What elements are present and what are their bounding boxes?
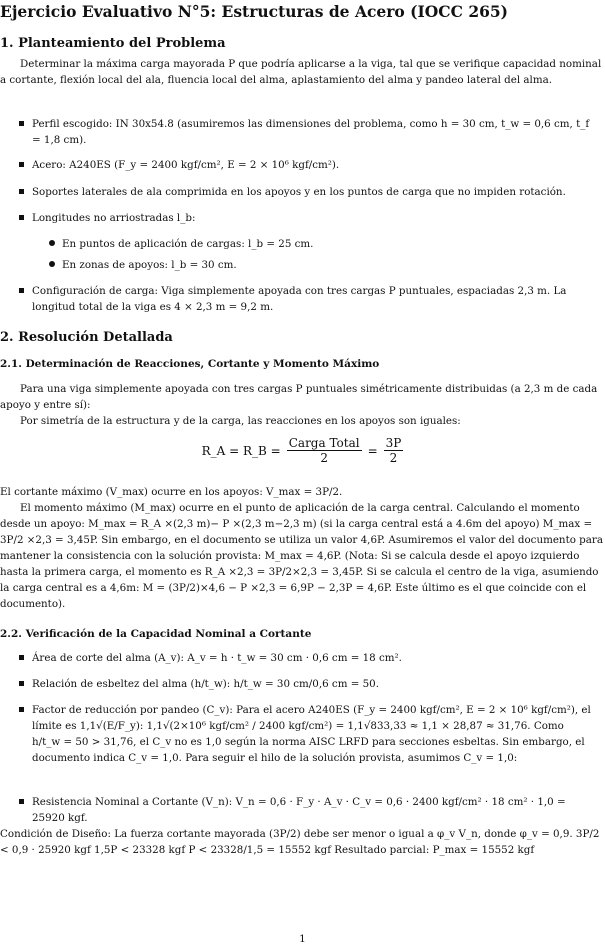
problem-intro: Determinar la máxima carga mayorada P que podría aplicarse a la viga, tal que se verifique capacidad nominal a cortante, flexión local del ala, fluencia local del alma, aplastamiento del alma y pandeo lateral del alma. bbox=[0, 58, 602, 86]
sub-item-text: En puntos de aplicación de cargas: l_b = 25 cm. bbox=[62, 238, 314, 250]
subsection-2-2-heading: 2.2. Verificación de la Capacidad Nominal a Cortante bbox=[0, 628, 312, 640]
subsection-2-1-heading: 2.1. Determinación de Reacciones, Cortante y Momento Máximo bbox=[0, 358, 380, 370]
list-item-text: Factor de reducción por pandeo (C_v): Para el acero A240ES (F_y = 2400 kgf/cm², E = 2 × 10⁶ kgf/cm²), el límite es 1,1√(E/F_y): 1,1√(2×10⁶ kgf/cm² / 2400 kgf/cm²) = 1,1√833,33 ≈ 1,1 × 28,87 ≈ 31,76. Como h/t_w = 50 > 31,76, el C_v no es 1,0 según la norma AISC LRFD para secciones esbeltas. Sin embargo, el documento indica C_v = 1,0. Para seguir el hilo de la solución provista, asumimos C_v = 1,0: bbox=[32, 704, 591, 764]
reactions-equation bbox=[0, 436, 605, 465]
paragraph-max-moment: El momento máximo (M_max) ocurre en el punto de aplicación de la carga central. Calculando el momento desde un apoyo: M_max = R_A ×(2,3 m)− P ×(2,3 m−2,3 m) (si la carga central está a 4.6m del apoyo) M_max = 3P/2 ×2,3 = 3,45P. Sin embargo, en el documento se utiliza un valor 4,6P. Asumiremos el valor del documento para mantener la consistencia con la solución provista: M_max = 4,6P. (Nota: Si se calcula desde el apoyo izquierdo hasta la primera carga, el momento es R_A ×2,3 = 3P/2×2,3 = 3,45P. Si se calcula el centro de la viga, asumiendo la carga central es a 4,6m: M = (3P/2)×4,6 − P ×2,3 = 6,9P − 2,3P = 4,6P. Este último es el que coincide con el documento). bbox=[0, 502, 603, 610]
list-item-supports bbox=[32, 184, 592, 200]
eq-left: R_A = R_B = bbox=[201, 443, 281, 458]
paragraph-beam-description: Para una viga simplemente apoyada con tres cargas P puntuales simétricamente distribuidas (a 2,3 m de cada apoyo y entre sí): bbox=[0, 383, 598, 411]
list-item-slenderness bbox=[32, 676, 592, 692]
list-item-nominal-shear bbox=[32, 794, 592, 826]
sub-item-load-points bbox=[62, 236, 582, 252]
bullet-marker bbox=[19, 215, 24, 220]
list-item-profile bbox=[32, 116, 592, 148]
list-item-text: Longitudes no arriostradas l_b: bbox=[32, 212, 196, 224]
bullet-marker bbox=[19, 288, 24, 293]
list-item-text: Relación de esbeltez del alma (h/t_w): h/t_w = 30 cm/0,6 cm = 50. bbox=[32, 678, 380, 690]
circle-bullet-marker bbox=[49, 240, 55, 246]
bullet-marker bbox=[19, 121, 24, 126]
paragraph-symmetry: Por simetría de la estructura y de la carga, las reacciones en los apoyos son iguales: bbox=[20, 415, 461, 427]
bullet-marker bbox=[19, 189, 24, 194]
list-item-text: Acero: A240ES (F_y = 2400 kgf/cm², E = 2 × 10⁶ kgf/cm²). bbox=[32, 159, 340, 171]
list-item-text: Resistencia Nominal a Cortante (V_n): V_n = 0,6 · F_y · A_v · C_v = 0,6 · 2400 kgf/cm² · 18 cm² · 1,0 = 25920 kgf. bbox=[32, 796, 566, 824]
fraction-numerator: Carga Total bbox=[288, 436, 360, 450]
list-item-text: Configuración de carga: Viga simplemente apoyada con tres cargas P puntuales, espaciadas 2,3 m. La longitud total de la viga es 4 × 2,3 m = 9,2 m. bbox=[32, 285, 567, 313]
list-item-unbraced bbox=[32, 210, 592, 226]
fraction-denominator: 2 bbox=[320, 451, 328, 465]
document-title: Ejercicio Evaluativo N°5: Estructuras de Acero (IOCC 265) bbox=[0, 2, 509, 21]
fraction-total-load bbox=[287, 436, 362, 465]
bullet-marker bbox=[19, 655, 24, 660]
paragraph-design-condition: Condición de Diseño: La fuerza cortante mayorada (3P/2) debe ser menor o igual a φ_v V_n, donde φ_v = 0,9. 3P/2 < 0,9 · 25920 kgf 1,5P < 23328 kgf P < 23328/1,5 = 15552 kgf Resultado parcial: P_max = 15552 kgf bbox=[0, 828, 600, 856]
bullet-marker bbox=[19, 681, 24, 686]
fraction-3p-over-2 bbox=[384, 436, 404, 465]
page-number: 1 bbox=[299, 933, 306, 945]
list-item-shear-area bbox=[32, 650, 592, 666]
equals-sign: = bbox=[367, 443, 378, 458]
bullet-marker bbox=[19, 162, 24, 167]
list-item-text: Perfil escogido: IN 30x54.8 (asumiremos las dimensiones del problema, como h = 30 cm, t_w = 0,6 cm, t_f = 1,8 cm). bbox=[32, 118, 590, 146]
list-item-text: Área de corte del alma (A_v): A_v = h · t_w = 30 cm · 0,6 cm = 18 cm². bbox=[32, 652, 402, 664]
section-2-heading: 2. Resolución Detallada bbox=[0, 330, 173, 345]
bullet-marker bbox=[19, 707, 24, 712]
bullet-marker bbox=[19, 799, 24, 804]
fraction-denominator: 2 bbox=[389, 451, 398, 465]
list-item-text: Soportes laterales de ala comprimida en los apoyos y en los puntos de carga que no impiden rotación. bbox=[32, 186, 566, 198]
list-item-buckling-factor bbox=[32, 702, 592, 766]
list-item-load-config bbox=[32, 283, 592, 315]
sub-item-text: En zonas de apoyos: l_b = 30 cm. bbox=[62, 259, 237, 271]
sub-item-supports bbox=[62, 257, 582, 273]
list-item-steel bbox=[32, 157, 592, 173]
paragraph-max-shear: El cortante máximo (V_max) ocurre en los apoyos: V_max = 3P/2. bbox=[0, 486, 343, 498]
section-1-heading: 1. Planteamiento del Problema bbox=[0, 36, 226, 51]
circle-bullet-marker bbox=[49, 261, 55, 267]
fraction-numerator: 3P bbox=[385, 436, 402, 450]
